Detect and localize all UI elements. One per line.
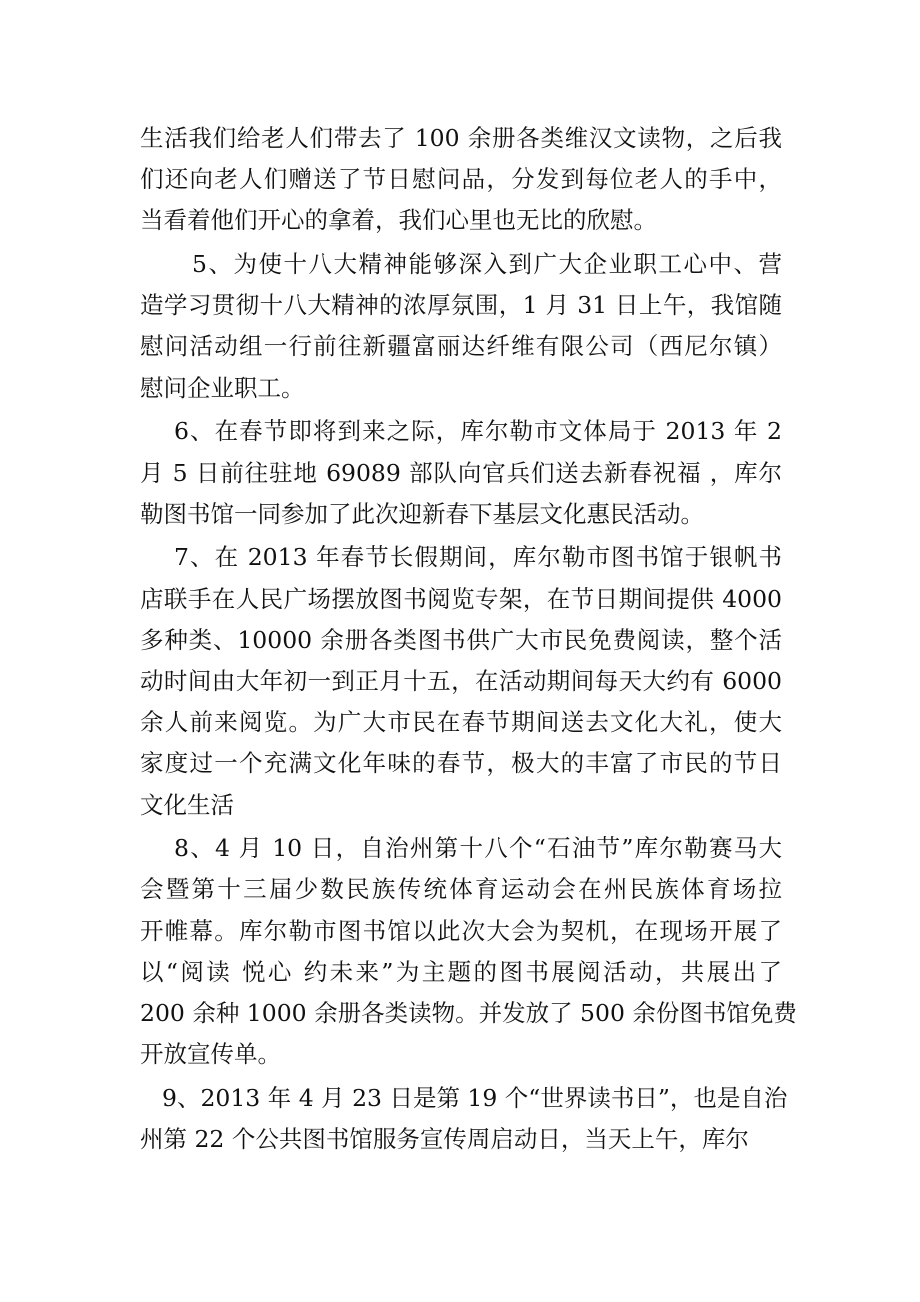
text-line: 余人前来阅览。为广大市民在春节期间送去文化大礼，使大: [140, 708, 782, 737]
text-line: 动时间由大年初一到正月十五，在活动期间每天大约有 6000: [140, 666, 782, 695]
text-line: 们还向老人们赠送了节日慰问品，分发到每位老人的手中，: [140, 165, 782, 194]
text-line: 慰问企业职工。: [140, 373, 305, 402]
text-line: 家度过一个充满文化年味的春节，极大的丰富了市民的节日: [140, 749, 782, 778]
paragraph-p5: [140, 244, 782, 409]
text-line: 多种类、10000 余册各类图书供广大市民免费阅读，整个活: [140, 625, 782, 654]
text-line: 勒图书馆一同参加了此次迎新春下基层文化惠民活动。: [140, 499, 704, 528]
text-line: 5、为使十八大精神能够深入到广大企业职工心中、营: [192, 250, 782, 279]
document-body: [140, 118, 797, 1163]
text-line: 开放宣传单。: [140, 1040, 281, 1069]
paragraph-p8: [140, 828, 797, 1075]
text-line: 9、2013 年 4 月 23 日是第 19 个“世界读书日”，也是自治: [162, 1083, 788, 1112]
text-line: 7、在 2013 年春节长假期间，库尔勒市图书馆于银帆书: [174, 543, 782, 572]
text-line: 当看着他们开心的拿着，我们心里也无比的欣慰。: [140, 206, 657, 235]
text-line: 造学习贯彻十八大精神的浓厚氛围，1 月 31 日上午，我馆随: [140, 291, 782, 320]
text-line: 慰问活动组一行前往新疆富丽达纤维有限公司（西尼尔镇）: [140, 332, 782, 361]
paragraph-p9: [140, 1078, 788, 1160]
text-line: 生活我们给老人们带去了 100 余册各类维汉文读物，之后我: [140, 124, 782, 152]
text-line: 200 余种 1000 余册各类读物。并发放了 500 余份图书馆免费: [140, 998, 797, 1027]
text-line: 文化生活: [140, 790, 234, 819]
paragraph-p-cont: [140, 118, 782, 242]
text-line: 会暨第十三届少数民族传统体育运动会在州民族体育场拉: [140, 875, 782, 904]
text-line: 开帷幕。库尔勒市图书馆以此次大会为契机，在现场开展了: [140, 916, 782, 945]
paragraph-p7: [140, 537, 782, 825]
paragraph-p6: [140, 411, 782, 535]
text-line: 店联手在人民广场摆放图书阅览专架，在节日期间提供 4000: [140, 584, 782, 613]
text-line: 以“阅读 悦心 约未来”为主题的图书展阅活动，共展出了: [140, 957, 782, 986]
text-line: 6、在春节即将到来之际，库尔勒市文体局于 2013 年 2: [174, 417, 782, 446]
text-line: 8、4 月 10 日，自治州第十八个“石油节”库尔勒赛马大: [174, 834, 782, 863]
text-line: 月 5 日前往驻地 69089 部队向官兵们送去新春祝福 ，库尔: [140, 458, 782, 487]
text-line: 州第 22 个公共图书馆服务宣传周启动日，当天上午，库尔: [140, 1125, 749, 1153]
